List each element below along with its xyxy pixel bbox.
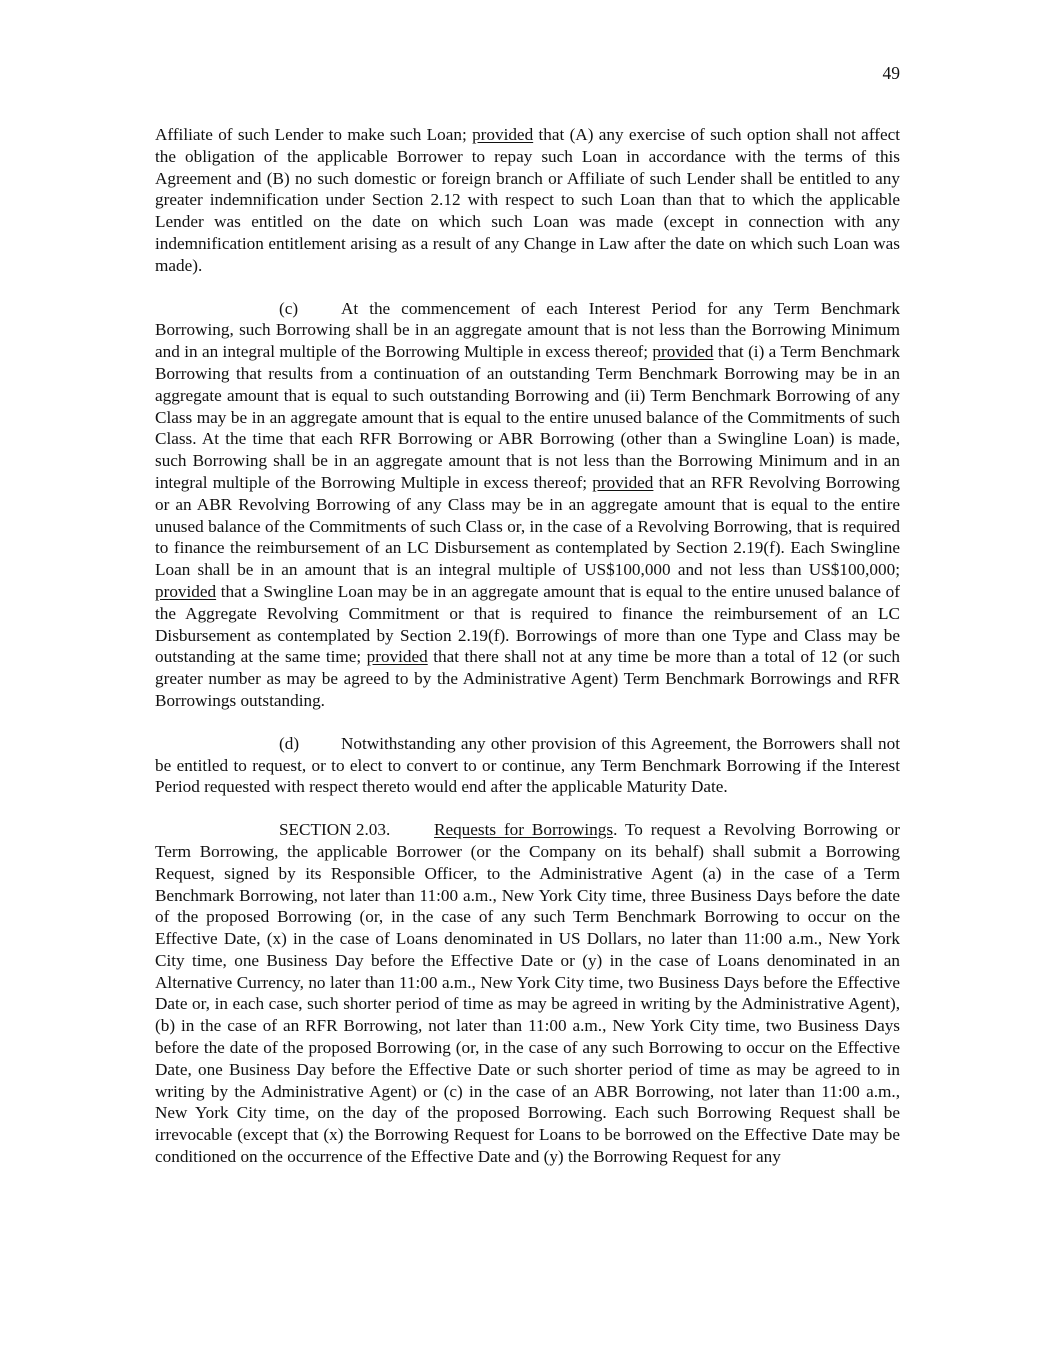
text-run: that (A) any exercise of such option shall not affect the obligation of the applicable Borrower to repay such Loan in accordance with the terms of this Agreement and (B) no such domestic or foreign branch or Affiliate of such Lender shall be entitled to any greater indemnification under Section 2.12 with respect to such Loan than that to which the applicable Lender was entitled on the date on which such Loan was made (except in connection with any indemnification entitlement arising as a result of any Change in Law after the date on which such Loan was made). bbox=[155, 125, 900, 275]
provided-term: provided bbox=[592, 472, 654, 492]
text-run: that there shall not at any time be more than a total of 12 (or such greater number as may be agreed to by the Administrative Agent) Term Benchmark Borrowings and RFR Borrowings outstanding. bbox=[155, 647, 901, 710]
text-run: that a Swingline Loan may be in an aggregate amount that is equal to the entire unused balance of the Aggregate Revolving Commitment or that is required to finance the reimbursement of an LC Disbursement as contemplated by Section 2.19(f). Borrowings of more than one Type and Class may be outstanding at the same time; bbox=[155, 581, 900, 667]
document-body bbox=[155, 124, 900, 1168]
page-number: 49 bbox=[882, 63, 900, 83]
provided-term: provided bbox=[155, 581, 217, 601]
paragraph-continuation bbox=[155, 124, 900, 277]
clause-label: (d) bbox=[279, 733, 300, 753]
text-run: that (i) a Term Benchmark Borrowing that results from a continuation of an outstanding Term Benchmark Borrowing may be in an aggregate amount that is equal to such outstanding Borrowing and (ii) Term Benchmark Borrowing of any Class may be in an aggregate amount that is equal to the entire unused balance of the Commitments of such Class. At the time that each RFR Borrowing or ABR Borrowing (other than a Swingline Loan) is made, such Borrowing shall be in an aggregate amount that is not less than the Borrowing Minimum and in an integral multiple of the Borrowing Multiple in excess thereof; bbox=[155, 342, 900, 492]
paragraph-c bbox=[155, 298, 900, 712]
text-run: Affiliate of such Lender to make such Loan; bbox=[155, 125, 473, 144]
section-heading: Requests for Borrowings bbox=[434, 820, 614, 840]
section-2-03 bbox=[155, 819, 900, 1168]
paragraph-d bbox=[155, 733, 900, 798]
text-run: . To request a Revolving Borrowing or Term Borrowing, the applicable Borrower (or the Company on its behalf) shall submit a Borrowing Request, signed by its Responsible Officer, to the Administrative Agent (a) in the case of a Term Benchmark Borrowing, not later than 11:00 a.m., New York City time, three Business Days before the date of the proposed Borrowing (or, in the case of any such Term Benchmark Borrowing to occur on the Effective Date, (x) in the case of Loans denominated in US Dollars, no later than 11:00 a.m., New York City time, one Business Day before the Effective Date or (y) in the case of Loans denominated in an Alternative Currency, no later than 11:00 a.m., New York City time, two Business Days before the Effective Date or, in each case, such shorter period of time as may be agreed in writing by the Administrative Agent), (b) in the case of an RFR Borrowing, not later than 11:00 a.m., New York City time, two Business Days before the date of the proposed Borrowing (or, in the case of any such Borrowing to occur on the Effective Date, one Business Day before the Effective Date or such shorter period of time as may be agreed to in writing by the Administrative Agent) or (c) in the case of an ABR Borrowing, not later than 11:00 a.m., New York City time, on the day of the proposed Borrowing. Each such Borrowing Request shall be irrevocable (except that (x) the Borrowing Request for Loans to be borrowed on the Effective Date may be conditioned on the occurrence of the Effective Date and (y) the Borrowing Request for any bbox=[155, 820, 900, 1167]
clause-label: (c) bbox=[279, 298, 299, 318]
provided-term: provided bbox=[472, 125, 534, 144]
text-run: that an RFR Revolving Borrowing or an ABR Revolving Borrowing of any Class may be in an aggregate amount that is equal to the entire unused balance of the Commitments of such Class or, in the case of a Revolving Borrowing, that is required to finance the reimbursement of an LC Disbursement as contemplated by Section 2.19(f). Each Swingline Loan shall be in an amount that is an integral multiple of US$100,000 and not less than US$100,000; bbox=[155, 472, 901, 580]
text-run: At the commencement of each Interest Period for any Term Benchmark Borrowing, such Borrowing shall be in an aggregate amount that is not less than the Borrowing Minimum and in an integral multiple of the Borrowing Multiple in excess thereof; bbox=[155, 298, 900, 362]
section-label: SECTION 2.03. bbox=[279, 820, 391, 840]
provided-term: provided bbox=[652, 342, 714, 362]
provided-term: provided bbox=[366, 647, 428, 667]
text-run: Notwithstanding any other provision of this Agreement, the Borrowers shall not be entitled to request, or to elect to convert to or continue, any Term Benchmark Borrowing if the Interest Period requested with respect thereto would end after the applicable Maturity Date. bbox=[155, 733, 900, 797]
